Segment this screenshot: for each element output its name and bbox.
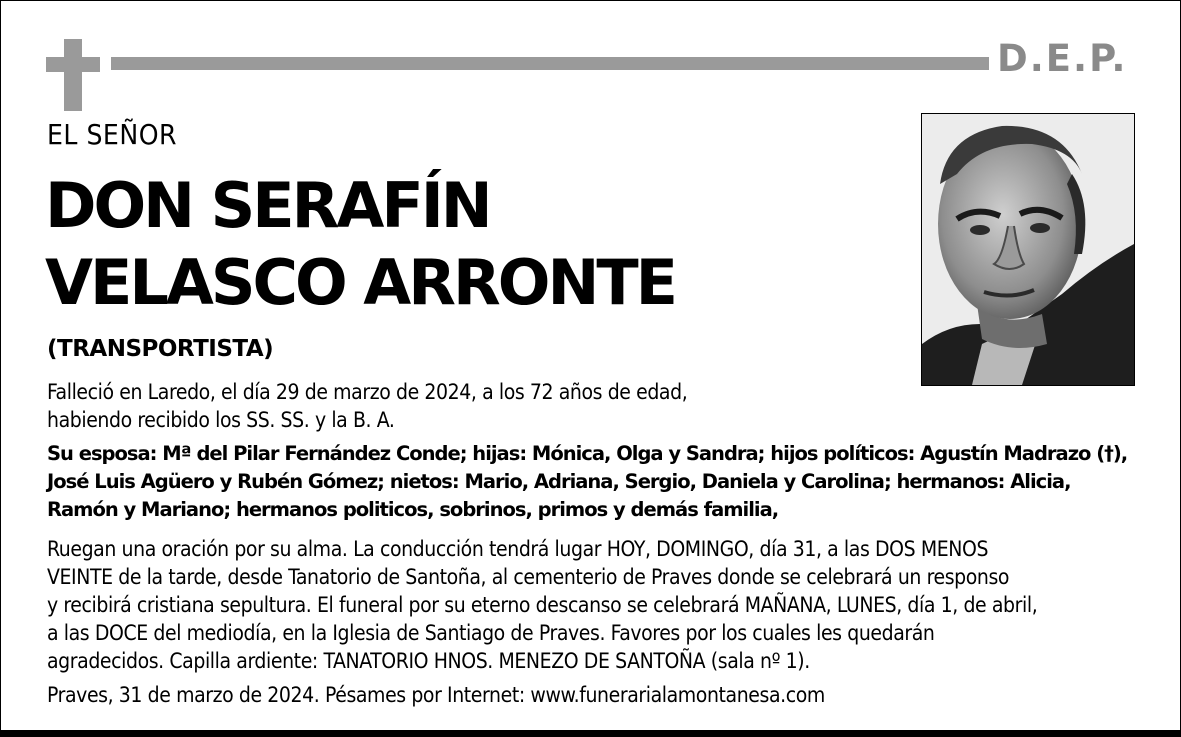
ceremony-line: agradecidos. Capilla ardiente: TANATORIO HNOS. MENEZO DE SANTOÑA (sala nº 1). bbox=[47, 649, 810, 673]
footer-line: Praves, 31 de marzo de 2024. Pésames por Internet: www.funerarialamontanesa.com bbox=[47, 683, 825, 707]
deceased-name bbox=[45, 167, 675, 321]
ceremony-line: a las DOCE del mediodía, en la Iglesia de Santiago de Praves. Favores por los cuales les quedarán bbox=[47, 621, 935, 645]
footer-note bbox=[47, 681, 1147, 709]
bottom-border bbox=[1, 730, 1180, 737]
ceremony-line: y recibirá cristiana sepultura. El funeral por su eterno descanso se celebrará MAÑANA, LUNES, día 1, de abril, bbox=[47, 593, 1038, 617]
family-list bbox=[47, 440, 1147, 524]
death-notice-line: Falleció en Laredo, el día 29 de marzo de 2024, a los 72 años de edad, bbox=[47, 380, 688, 404]
portrait-image bbox=[922, 114, 1134, 385]
name-line-2: VELASCO ARRONTE bbox=[45, 246, 675, 319]
profession: (TRANSPORTISTA) bbox=[47, 336, 274, 362]
death-notice bbox=[47, 378, 1147, 434]
family-line: José Luis Agüero y Rubén Gómez; nietos: Mario, Adriana, Sergio, Daniela y Carolina; hermanos: Alicia, bbox=[47, 470, 1071, 493]
family-line: Su esposa: Mª del Pilar Fernández Conde; hijas: Mónica, Olga y Sandra; hijos políticos: Agustín Madrazo (†), bbox=[47, 442, 1128, 465]
header-rule bbox=[111, 57, 989, 70]
death-notice-line: habiendo recibido los SS. SS. y la B. A. bbox=[47, 408, 395, 432]
dep-label: D.E.P. bbox=[997, 37, 1128, 80]
ceremony-line: Ruegan una oración por su alma. La conducción tendrá lugar HOY, DOMINGO, día 31, a las DOS MENOS bbox=[47, 537, 989, 561]
name-line-1: DON SERAFÍN bbox=[45, 169, 490, 242]
portrait-photo bbox=[921, 113, 1135, 386]
family-line: Ramón y Mariano; hermanos politicos, sobrinos, primos y demás familia, bbox=[47, 498, 779, 521]
title-prefix: EL SEÑOR bbox=[47, 118, 178, 151]
ceremony-details bbox=[47, 535, 1147, 675]
ceremony-line: VEINTE de la tarde, desde Tanatorio de Santoña, al cementerio de Praves donde se celebrará un responso bbox=[47, 565, 1010, 589]
cross-icon bbox=[46, 39, 100, 111]
